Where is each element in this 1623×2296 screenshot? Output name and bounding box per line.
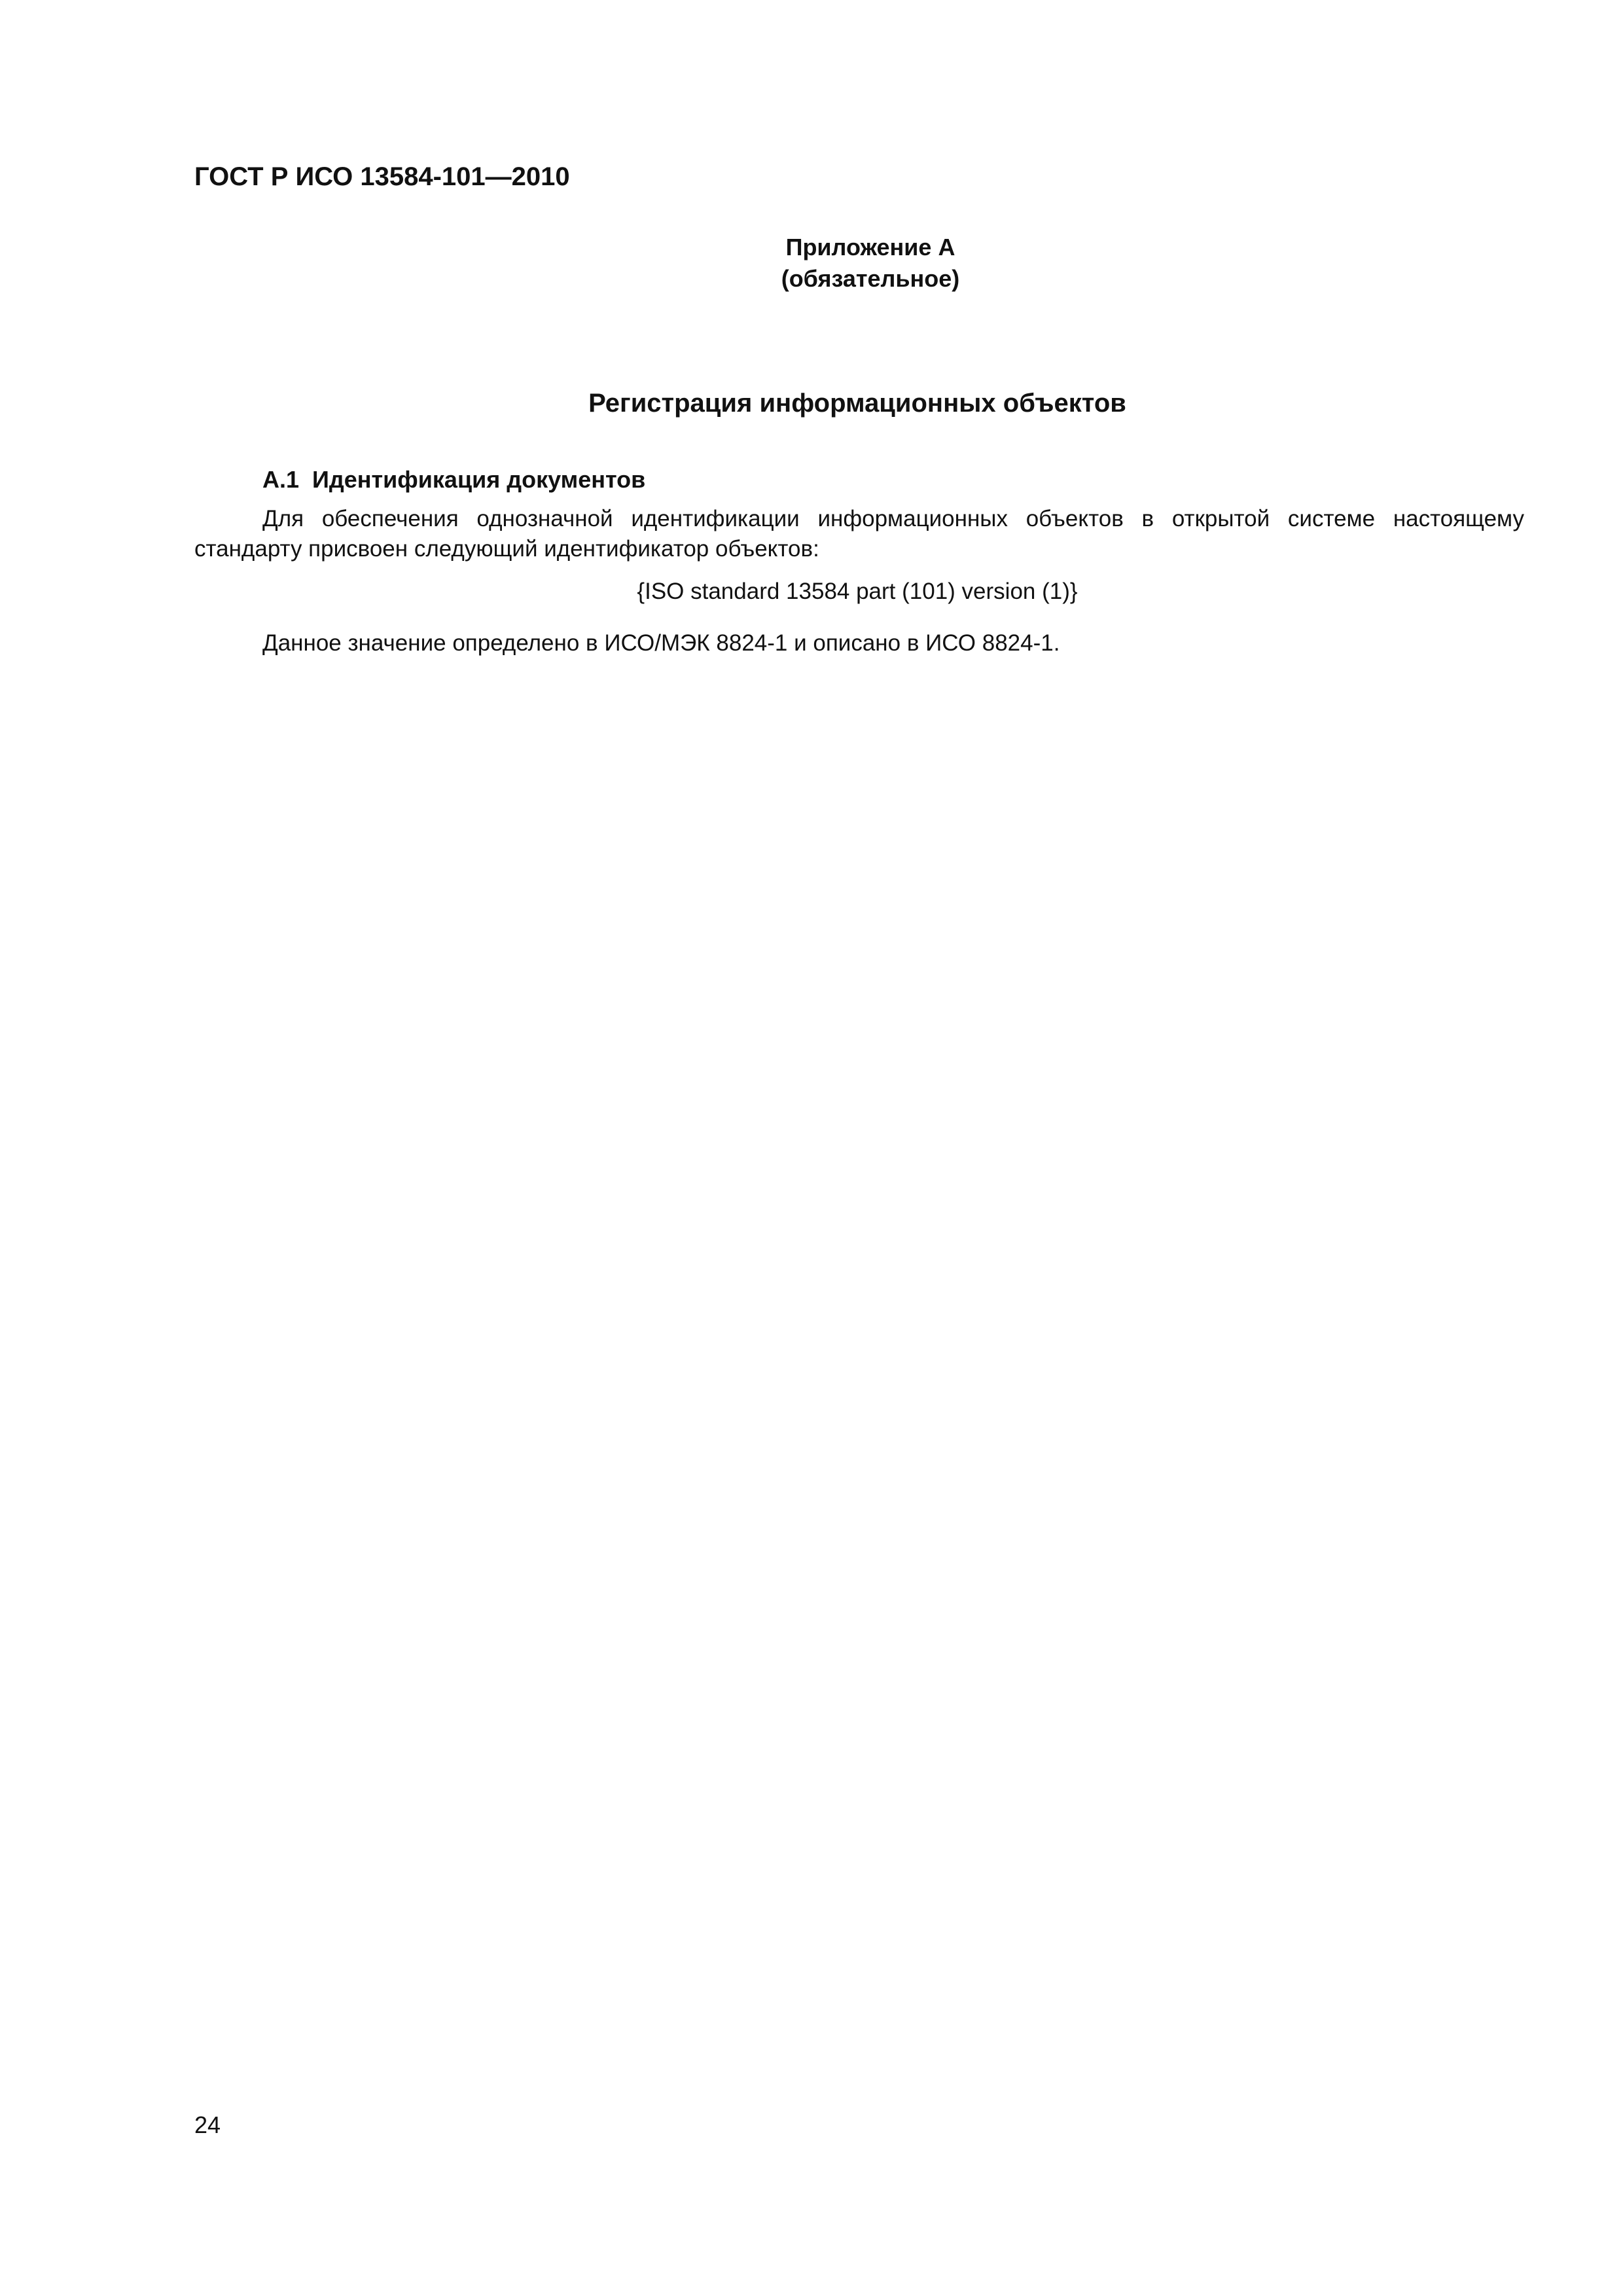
annex-label: Приложение А bbox=[785, 234, 955, 260]
document-code: ГОСТ Р ИСО 13584-101—2010 bbox=[194, 162, 570, 191]
annex-status: (обязательное) bbox=[781, 265, 960, 292]
object-identifier: {ISO standard 13584 part (101) version (1)} bbox=[637, 579, 1078, 604]
section-number: А.1 bbox=[262, 466, 300, 493]
annex-title: Регистрация информационных объектов bbox=[588, 389, 1126, 418]
section-heading bbox=[262, 466, 645, 493]
page-number: 24 bbox=[194, 2111, 221, 2138]
paragraph-definition: Данное значение определено в ИСО/МЭК 8824-1 и описано в ИСО 8824-1. bbox=[262, 630, 1060, 656]
section-title: Идентификация документов bbox=[312, 466, 646, 493]
annex-label-block bbox=[694, 232, 1047, 295]
paragraph-identification: Для обеспечения однозначной идентификации информационных объектов в открытой системе настоящему стандарту присвоен следующий идентификатор объектов: bbox=[194, 506, 1524, 562]
